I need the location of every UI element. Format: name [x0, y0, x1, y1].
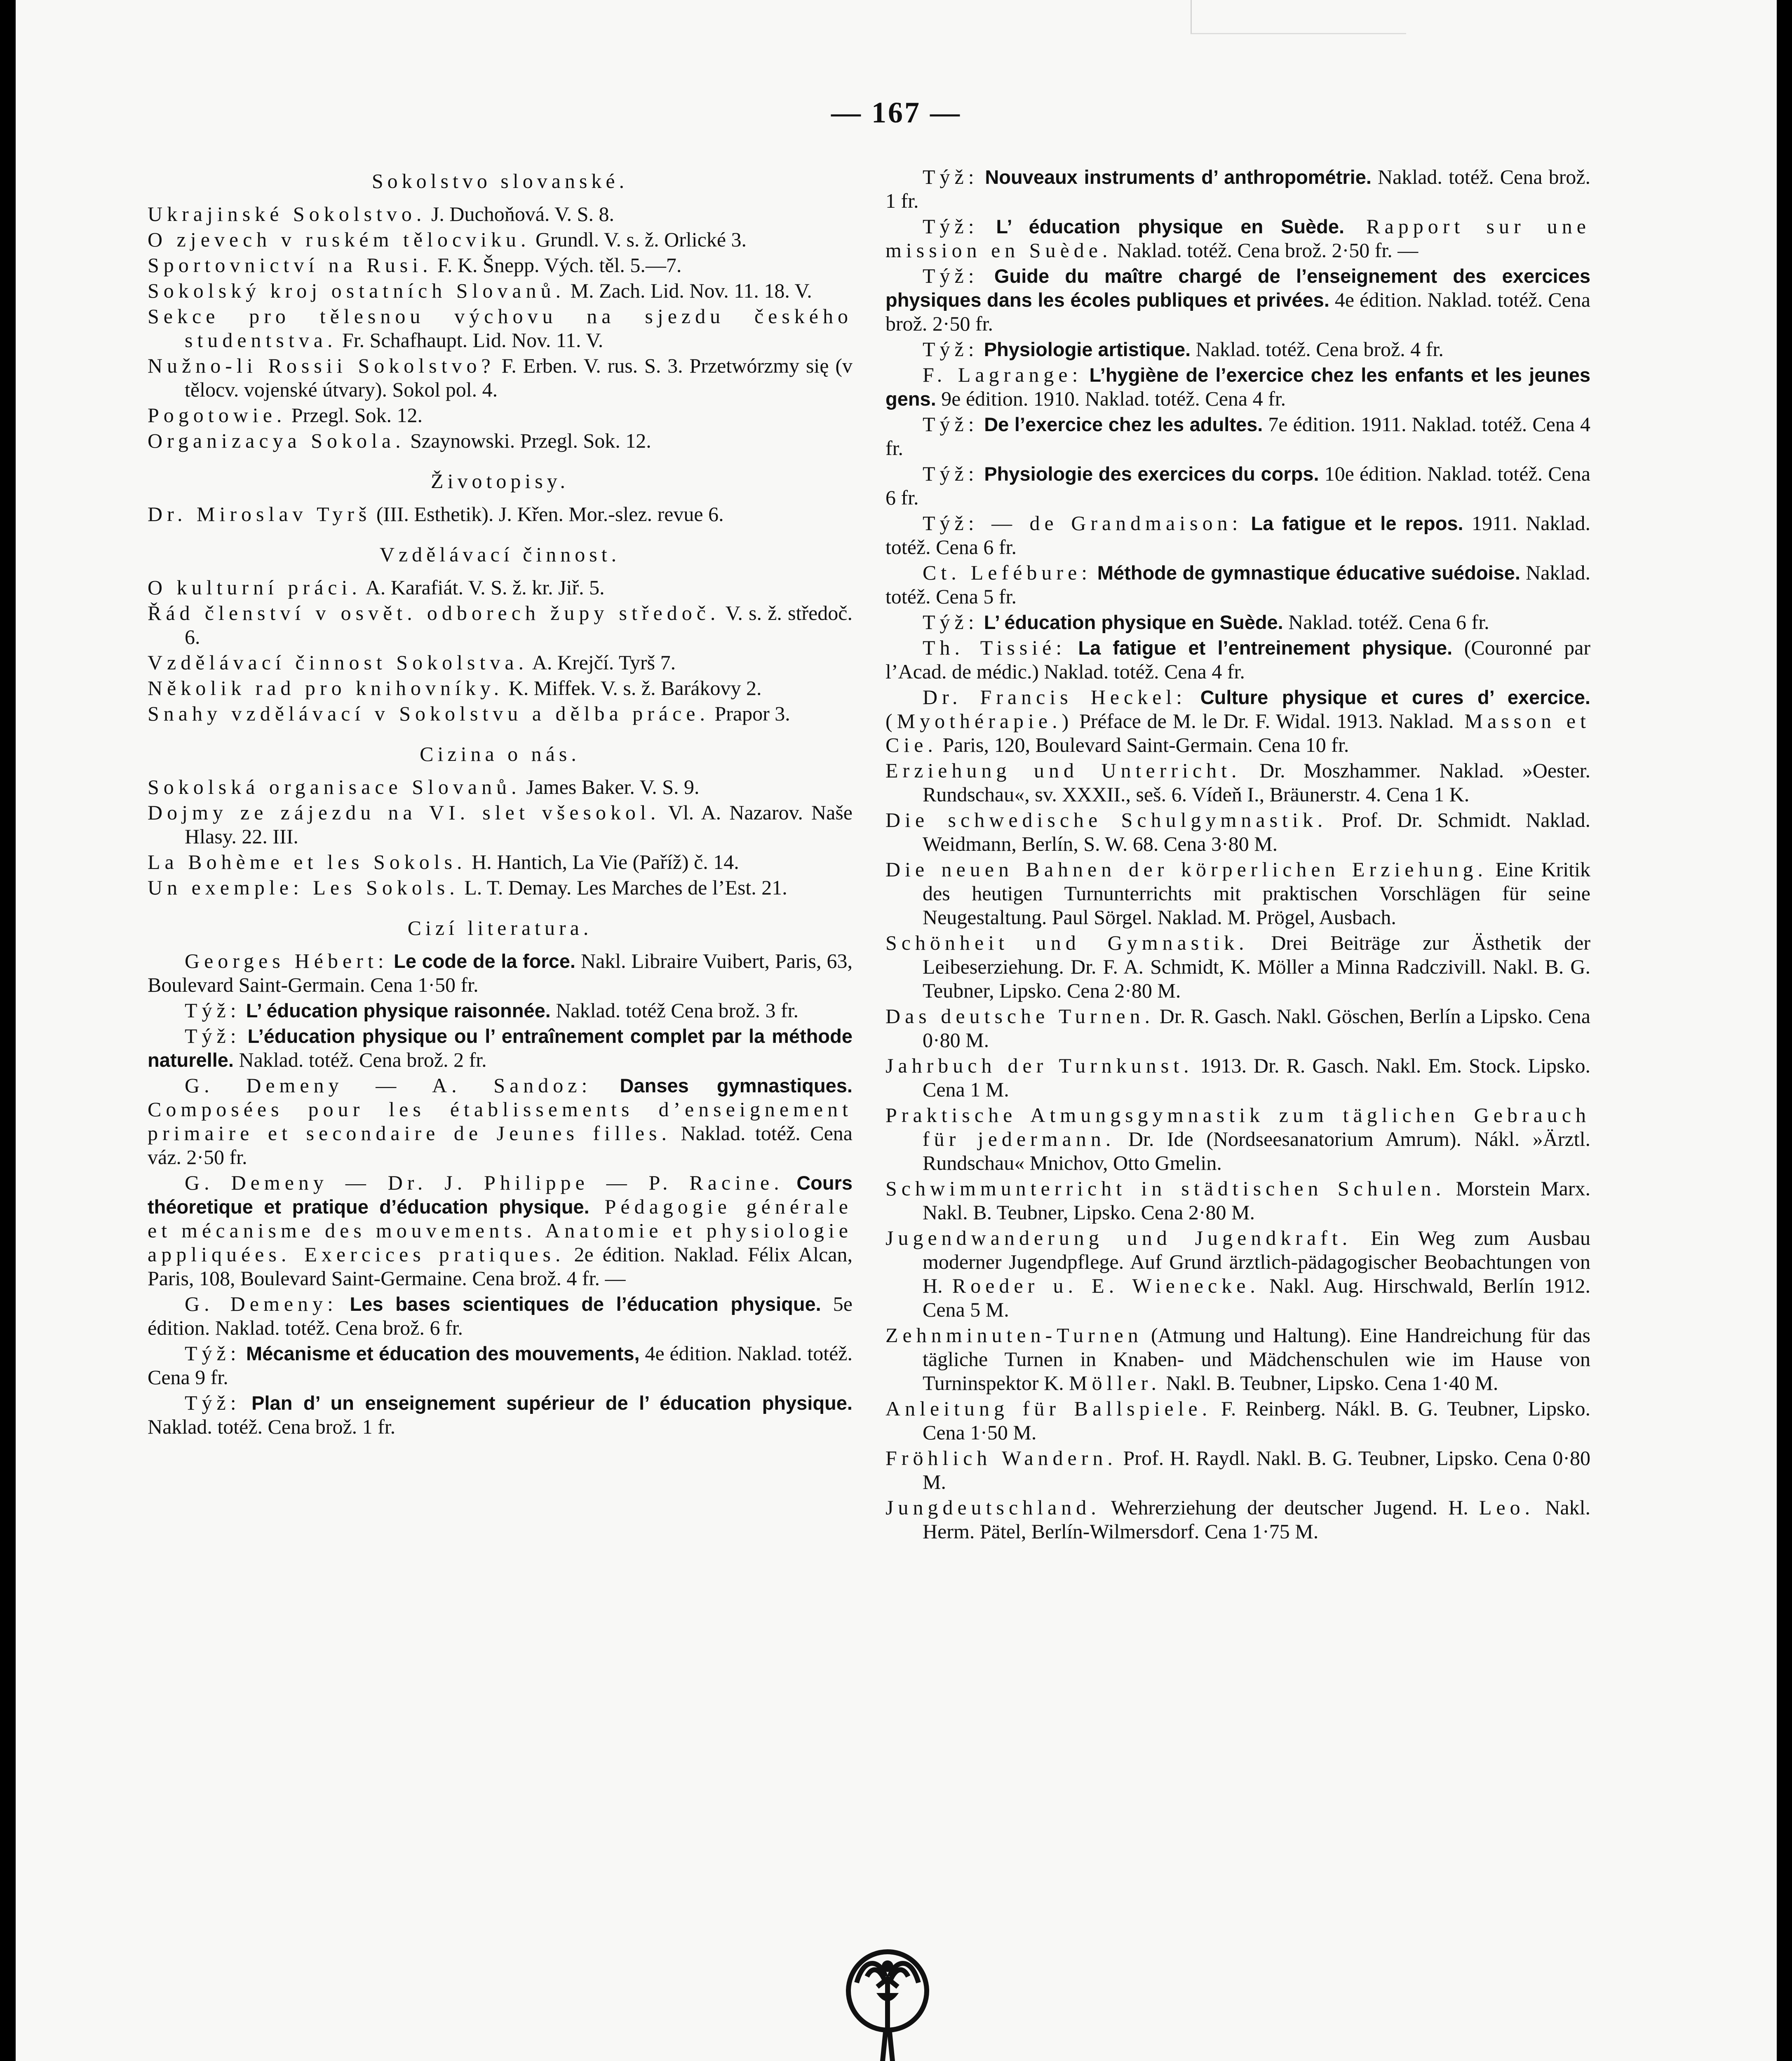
entry-text: 5e édition. Naklad. totéž. Cena brož. 6 fr.: [148, 1292, 853, 1339]
entry-author: Ukrajinské Sokolstvo.: [148, 202, 426, 225]
entry-text: (Atmung und Haltung). Eine Handreichung für das tägliche Turnen in Knaben- und Mädchenschulen wie im Hause von Turninspektor K.: [923, 1324, 1590, 1394]
entry-text: Dr. Ide (Nordseesanatorium Amrum). Nákl. »Ärztl. Rundschau« Mnichov, Otto Gmelin.: [923, 1127, 1591, 1174]
entry-text: Naklad. totéž Cena brož. 3 fr.: [550, 999, 799, 1022]
entry-author: Masson et Cie.: [885, 709, 1590, 756]
entry-author: Řád členství v osvět. odborech župy středoč.: [148, 601, 720, 624]
entry-author: Die schwedische Schulgymnastik.: [885, 808, 1327, 831]
entry-text: Nakl. Libraire Vuibert, Paris, 63, Boulevard Saint-Germain. Cena 1·50 fr.: [148, 949, 853, 996]
entry-author: F. Lagrange:: [923, 363, 1083, 386]
entry-text: M. Zach. Lid. Nov. 11. 18. V.: [565, 279, 812, 302]
entry-text: Wehrerziehung der deutscher Jugend. H.: [1100, 1496, 1479, 1519]
bibliography-entry: [148, 998, 853, 1022]
entry-author: Th. Tissié:: [923, 636, 1066, 659]
entry-text: F. Erben. V. rus. S. 3. Przetwórzmy się (v tělocv. vojenské útvary). Sokol pol. 4.: [185, 354, 853, 401]
entry-text: Naklad. totéž. Cena 6 fr.: [1283, 610, 1489, 634]
entry-title: L’éducation physique ou l’ entraînement complet par la méthode naturelle.: [148, 1025, 853, 1071]
entry-author: Un exemple: Les Sokols.: [148, 876, 459, 899]
entry-text: Naklad. totéž. Cena brož. 1 fr.: [885, 165, 1590, 212]
entry-text: 1913. Dr. R. Gasch. Nakl. Em. Stock. Lipsko. Cena 1 M.: [923, 1054, 1591, 1101]
bibliography-entry: [885, 1004, 1590, 1052]
left-column: [148, 165, 853, 1440]
entry-text: 1911. Naklad. totéž. Cena 6 fr.: [885, 512, 1590, 559]
entry-title: De l’exercice chez les adultes.: [978, 413, 1263, 435]
right-column: [885, 165, 1590, 1545]
entry-text: Eine Kritik des heutigen Turnunterrichts mit praktischen Vorschlägen für seine Neugestaltung. Paul Sörgel. Naklad. M. Prögel, Ausbach.: [923, 858, 1590, 929]
entry-text: A. Karafiát. V. S. ž. kr. Jiř. 5.: [361, 576, 605, 599]
entry-title: Physiologie artistique.: [978, 338, 1191, 360]
entry-author: Anleitung für Ballspiele.: [885, 1397, 1212, 1420]
entry-author: Týž:: [185, 1342, 241, 1365]
bibliography-entry: [885, 685, 1590, 757]
bibliography-entry: [885, 1397, 1590, 1444]
entry-author: Týž:: [923, 413, 979, 436]
entry-author: Týž:: [185, 1391, 241, 1414]
entry-author: Týž:: [185, 999, 241, 1022]
bibliography-entry: [148, 1073, 853, 1169]
bibliography-entry: [148, 228, 853, 251]
entry-text: L. T. Demay. Les Marches de l’Est. 21.: [459, 876, 787, 899]
entry-author: Sokolská organisace Slovanů.: [148, 775, 521, 798]
bibliography-entry: [148, 1292, 853, 1340]
bibliography-entry: [148, 1171, 853, 1290]
section-heading-sokolstvo-slovanske: Sokolstvo slovanské.: [371, 169, 629, 192]
entry-author: Erziehung und Unterricht.: [885, 759, 1241, 782]
entry-text: Paris, 120, Boulevard Saint-Germain. Cena 10 fr.: [937, 733, 1349, 756]
bibliography-entry: [885, 636, 1590, 683]
entry-text: H. Hantich, La Vie (Paříž) č. 14.: [466, 850, 739, 873]
bibliography-entry: [148, 429, 853, 453]
entry-text: J. Duchoňová. V. S. 8.: [426, 202, 614, 225]
entry-text: (III. Esthetik). J. Křen. Mor.-slez. revue 6.: [371, 502, 724, 526]
entry-title: L’ éducation physique raisonnée.: [240, 1000, 551, 1021]
entry-author: Zehnminuten-Turnen: [885, 1324, 1143, 1347]
entry-author: Jugendwanderung und Jugendkraft.: [885, 1226, 1352, 1249]
entry-author: G. Demeny:: [185, 1292, 338, 1315]
entry-author: Rapport sur une mission en Suède.: [885, 215, 1590, 262]
entry-text: Prof. Dr. Schmidt. Naklad. Weidmann, Berlín, S. W. 68. Cena 3·80 M.: [923, 808, 1590, 855]
entry-author: O zjevech v ruském tělocviku.: [148, 228, 531, 251]
entry-author: Týž:: [923, 462, 979, 485]
bibliography-entry: [148, 876, 853, 899]
entry-author: Das deutsche Turnen.: [885, 1005, 1155, 1028]
entry-text: 9e édition. 1910. Naklad. totéž. Cena 4 fr.: [936, 387, 1286, 410]
bibliography-entry: [148, 800, 853, 848]
bibliography-entry: [148, 354, 853, 401]
entry-author: Organizacya Sokola.: [148, 429, 405, 452]
entry-author: Dr. Miroslav Tyrš: [148, 502, 371, 526]
entry-author: Dr. Francis Heckel:: [923, 685, 1187, 709]
entry-text: Vl. A. Nazarov. Naše Hlasy. 22. III.: [185, 801, 853, 848]
entry-title: Nouveaux instruments d’ anthropométrie.: [978, 166, 1372, 188]
bibliography-entry: [885, 931, 1590, 1002]
entry-author: Jahrbuch der Turnkunst.: [885, 1054, 1193, 1077]
entry-title: Guide du maître chargé de l’enseignement des exercices physiques dans les écoles publiques et privées.: [885, 265, 1590, 311]
entry-text: A. Krejčí. Tyrš 7.: [528, 651, 676, 674]
entry-text: Naklad. totéž. Cena 5 fr.: [885, 561, 1590, 608]
entry-text: 4e édition. Naklad. totéž. Cena 9 fr.: [148, 1342, 853, 1389]
entry-author: O kulturní práci.: [148, 576, 362, 599]
bibliography-entry: [885, 214, 1590, 262]
entry-text: (Couronné par l’Acad. de médic.) Naklad. totéž. Cena 4 fr.: [885, 636, 1590, 683]
entry-text: Przegl. Sok. 12.: [286, 404, 423, 427]
entry-author: Nužno-li Rossii Sokolstvo?: [148, 354, 495, 377]
entry-author: Snahy vzdělávací v Sokolstvu a dělba práce.: [148, 702, 709, 725]
bibliography-entry: [148, 304, 853, 352]
entry-author: Sokolský kroj ostatních Slovanů.: [148, 279, 566, 302]
bibliography-entry: [885, 1495, 1590, 1543]
bibliography-entry: [148, 850, 853, 874]
entry-title: L’ éducation physique en Suède.: [978, 611, 1283, 633]
entry-author: Leo.: [1479, 1496, 1535, 1519]
entry-author: Týž:: [923, 165, 979, 188]
section-heading-cizina-o-nas: Cizina o nás.: [420, 742, 580, 765]
bibliography-entry: [885, 363, 1590, 411]
bibliography-entry: [148, 775, 853, 799]
entry-title: L’ éducation physique en Suède.: [978, 216, 1345, 237]
section-heading-cizi-literatura: Cizí literatura.: [407, 916, 593, 939]
entry-text: 7e édition. 1911. Naklad. totéž. Cena 4 fr.: [885, 413, 1590, 460]
entry-text: Grundl. V. s. ž. Orlické 3.: [530, 228, 747, 251]
entry-author: Jungdeutschland.: [885, 1496, 1101, 1519]
bibliography-entry: [148, 502, 853, 526]
bibliography-entry: [148, 1391, 853, 1439]
bibliography-entry: [148, 702, 853, 725]
scan-edge-mark: [1191, 0, 1406, 34]
entry-author: Týž: — de Grandmaison:: [923, 512, 1242, 535]
section-heading-vzdelavaci-cinnost: Vzdělávací činnost.: [379, 543, 621, 566]
entry-author: Praktische Atmungsgymnastik zum täglichen Gebrauch für jedermann.: [885, 1103, 1590, 1150]
bibliography-entry: [885, 1176, 1590, 1224]
bibliography-entry: [148, 279, 853, 303]
entry-author: Ct. Lefébure:: [923, 561, 1092, 584]
entry-author: Sportovnictví na Rusi.: [148, 254, 432, 277]
bibliography-entry: [148, 403, 853, 427]
entry-author: G. Demeny — A. Sandoz:: [185, 1074, 592, 1097]
lyre-ornament-icon: [844, 1937, 931, 2061]
entry-author: Sekce pro tělesnou výchovu na sjezdu českého studentstva.: [148, 305, 853, 352]
entry-author: La Bohème et les Sokols.: [148, 850, 467, 873]
entry-author: Schönheit und Gymnastik.: [885, 931, 1249, 954]
bibliography-entry: [885, 808, 1590, 856]
bibliography-entry: [148, 650, 853, 674]
bibliography-entry: [885, 1323, 1590, 1395]
entry-text: Morstein Marx. Nakl. B. Teubner, Lipsko. Cena 2·80 M.: [923, 1177, 1590, 1224]
bibliography-entry: [148, 676, 853, 700]
entry-title: Plan d’ un enseignement supérieur de l’ éducation physique.: [240, 1392, 853, 1414]
bibliography-entry: [885, 610, 1590, 634]
bibliography-entry: [885, 165, 1590, 213]
entry-title: Danses gymnastiques.: [592, 1075, 853, 1096]
entry-title: L’hygiène de l’exercice chez les enfants et les jeunes gens.: [885, 364, 1591, 410]
entry-text: Dr. R. Gasch. Nakl. Göschen, Berlín a Lipsko. Cena 0·80 M.: [923, 1005, 1590, 1052]
entry-title: Mécanisme et éducation des mouvements,: [240, 1343, 640, 1364]
bibliography-entry: [148, 253, 853, 277]
entry-author: Composées pour les établissements d’enseignement primaire et secondaire de Jeunes filles.: [148, 1098, 853, 1145]
entry-author: Georges Hébert:: [185, 949, 388, 972]
entry-title: Méthode de gymnastique éducative suédoise.: [1092, 562, 1521, 584]
bibliography-entry: [885, 758, 1590, 806]
bibliography-entry: [885, 412, 1590, 460]
entry-text: F. Reinberg. Nákl. B. G. Teubner, Lipsko. Cena 1·50 M.: [923, 1397, 1591, 1444]
entry-text: James Baker. V. S. 9.: [521, 775, 700, 798]
entry-text: Nakl. B. Teubner, Lipsko. Cena 1·40 M.: [1160, 1371, 1498, 1394]
entry-author: Fröhlich Wandern.: [885, 1446, 1117, 1469]
entry-text: 2e édition. Naklad. Félix Alcan, Paris, 108, Boulevard Saint-Germaine. Cena brož. 4 fr. —: [148, 1243, 853, 1290]
entry-author: Několik rad pro knihovníky.: [148, 676, 504, 700]
entry-text: Drei Beiträge zur Ästhetik der Leibeserziehung. Dr. F. A. Schmidt, K. Möller a Minna Radczivill. Nakl. B. G. Teubner, Lipsko. Cena 2·80 M.: [923, 931, 1590, 1002]
bibliography-entry: [148, 202, 853, 226]
entry-text: Naklad. totéž. Cena brož. 2 fr.: [233, 1048, 487, 1071]
entry-text: Nakl. Herm. Pätel, Berlín-Wilmersdorf. Cena 1·75 M.: [923, 1496, 1590, 1543]
page-sheet: [16, 0, 1777, 2061]
entry-title: Les bases scientiques de l’éducation physique.: [337, 1293, 821, 1315]
entry-author: Týž:: [923, 610, 979, 634]
entry-author: Pogotowie.: [148, 404, 287, 427]
bibliography-entry: [885, 1103, 1590, 1175]
entry-author: Roeder u. E. Wienecke.: [952, 1274, 1260, 1297]
bibliography-entry: [148, 1341, 853, 1389]
entry-title: Culture physique et cures d’ exercice.: [1186, 686, 1590, 708]
entry-text: Naklad. totéž. Cena brož. 2·50 fr. —: [1112, 239, 1419, 262]
entry-title: La fatigue et le repos.: [1242, 512, 1463, 534]
entry-author: Dojmy ze zájezdu na VI. slet všesokol.: [148, 801, 660, 824]
bibliography-entry: [885, 561, 1590, 608]
bibliography-entry: [885, 1446, 1590, 1494]
bibliography-entry: [148, 575, 853, 599]
entry-title: Cours théoretique et pratique d’éducation physique.: [148, 1172, 853, 1218]
page-number: — 167 —: [831, 96, 961, 129]
bibliography-entry: [885, 511, 1590, 559]
entry-text: Naklad. totéž. Cena brož. 1 fr.: [148, 1415, 396, 1438]
entry-author: Schwimmunterricht in städtischen Schulen.: [885, 1177, 1446, 1200]
entry-title: La fatigue et l’entreinement physique.: [1066, 637, 1453, 659]
bibliography-entry: [148, 601, 853, 649]
entry-text: V. s. ž. středoč. 6.: [185, 601, 853, 648]
bibliography-entry: [148, 1024, 853, 1072]
entry-author: (Myothérapie.): [885, 709, 1073, 732]
entry-text: Naklad. totéž. Cena váz. 2·50 fr.: [148, 1122, 853, 1169]
entry-author: Týž:: [923, 338, 979, 361]
entry-author: G. Demeny — Dr. J. Philippe — P. Racine.: [185, 1171, 784, 1194]
section-heading-zivotopisy: Životopisy.: [431, 469, 569, 493]
bibliography-entry: [885, 857, 1590, 929]
bibliography-entry: [885, 1054, 1590, 1101]
entry-text: Prapor 3.: [709, 702, 790, 725]
entry-author: Týž:: [923, 215, 979, 238]
entry-author: Vzdělávací činnost Sokolstva.: [148, 651, 528, 674]
entry-author: Möller.: [1069, 1371, 1161, 1394]
entry-author: Pédagogie générale et mécanisme des mouvements. Anatomie et physiologie appliquées. Exercices pratiques.: [148, 1195, 853, 1266]
entry-author: Týž:: [185, 1024, 241, 1047]
entry-text: Prof. H. Raydl. Nakl. B. G. Teubner, Lipsko. Cena 0·80 M.: [923, 1446, 1590, 1493]
bibliography-entry: [885, 1226, 1590, 1322]
entry-title: Le code de la force.: [388, 950, 575, 972]
entry-text: Préface de M. le Dr. F. Widal. 1913. Naklad.: [1073, 709, 1454, 732]
entry-text: Dr. Moszhammer. Naklad. »Oester. Rundschau«, sv. XXXII., seš. 6. Vídeň I., Bräunerstr. 4. Cena 1 K.: [923, 759, 1590, 806]
entry-text: 10e édition. Naklad. totéž. Cena 6 fr.: [885, 462, 1590, 509]
entry-text: F. K. Šnepp. Vých. těl. 5.—7.: [432, 254, 682, 277]
bibliography-entry: [885, 264, 1590, 336]
entry-text: Nakl. Aug. Hirschwald, Berlín 1912. Cena 5 M.: [923, 1274, 1591, 1321]
entry-author: Die neuen Bahnen der körperlichen Erziehung.: [885, 858, 1488, 881]
entry-author: Týž:: [923, 264, 979, 287]
entry-text: 4e édition. Naklad. totéž. Cena brož. 2·50 fr.: [885, 288, 1590, 335]
entry-title: Physiologie des exercices du corps.: [978, 463, 1319, 485]
bibliography-entry: [885, 462, 1590, 509]
entry-text: Naklad. totéž. Cena brož. 4 fr.: [1191, 338, 1444, 361]
entry-text: Fr. Schafhaupt. Lid. Nov. 11. V.: [337, 329, 604, 352]
entry-text: Szaynowski. Przegl. Sok. 12.: [405, 429, 651, 452]
bibliography-entry: [148, 949, 853, 997]
entry-text: K. Miffek. V. s. ž. Barákovy 2.: [503, 676, 762, 700]
bibliography-entry: [885, 337, 1590, 361]
entry-text: Ein Weg zum Ausbau moderner Jugendpflege. Auf Grund ärztlich-pädagogischer Beobachtungen von H.: [923, 1226, 1590, 1297]
